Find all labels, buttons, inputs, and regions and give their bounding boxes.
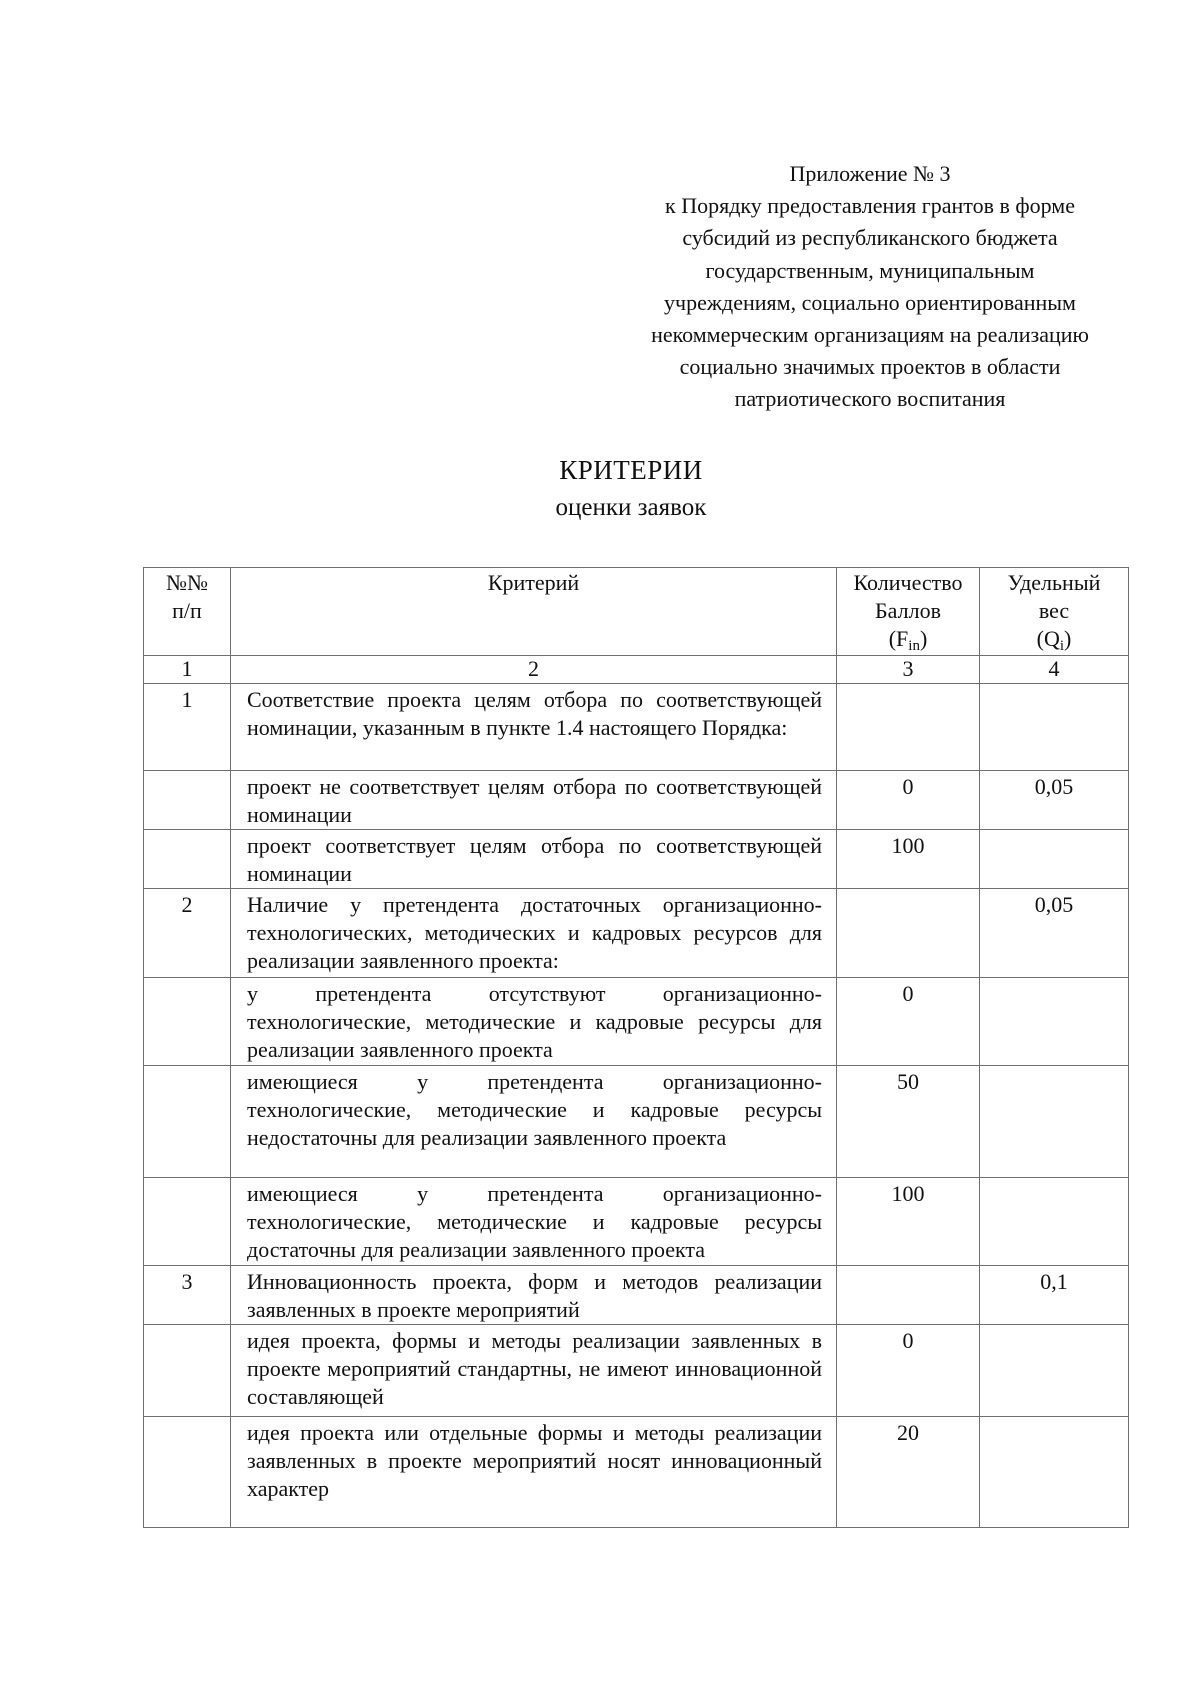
table-row xyxy=(144,1266,1129,1325)
row-points: 0 xyxy=(837,978,980,1066)
row-weight xyxy=(980,1325,1129,1417)
appendix-note xyxy=(620,158,1120,416)
row-number: 1 xyxy=(144,684,231,771)
row-weight: 0,1 xyxy=(980,1266,1129,1325)
column-index: 3 xyxy=(837,656,980,684)
table-row xyxy=(144,684,1129,771)
row-number xyxy=(144,1325,231,1417)
row-number: 2 xyxy=(144,889,231,978)
table-row xyxy=(144,978,1129,1066)
table-header-row xyxy=(144,568,1129,656)
row-number xyxy=(144,771,231,830)
row-weight: 0,05 xyxy=(980,889,1129,978)
table-row xyxy=(144,889,1129,978)
row-points: 20 xyxy=(837,1417,980,1528)
row-weight xyxy=(980,1178,1129,1266)
row-number xyxy=(144,1178,231,1266)
row-criterion: идея проекта или отдельные формы и методы реализации заявленных в проекте мероприятий носят инновационный характер xyxy=(231,1417,837,1528)
header-weight: Удельный вес $(Q_i)$ xyxy=(980,568,1129,656)
row-criterion: Инновационность проекта, форм и методов реализации заявленных в проекте мероприятий xyxy=(231,1266,837,1325)
table-row xyxy=(144,1178,1129,1266)
table-row xyxy=(144,1325,1129,1417)
row-number xyxy=(144,978,231,1066)
row-number: 3 xyxy=(144,1266,231,1325)
row-criterion: имеющиеся у претендента организационно-технологические, методические и кадровые ресурсы достаточны для реализации заявленного проекта xyxy=(231,1178,837,1266)
header-points: Количество Баллов $(F_{in})$ xyxy=(837,568,980,656)
appendix-line: субсидий из республиканского бюджета xyxy=(682,225,1058,251)
header-num: №№ п/п xyxy=(144,568,231,656)
row-points xyxy=(837,1266,980,1325)
table-row xyxy=(144,1417,1129,1528)
column-index: 4 xyxy=(980,656,1129,684)
row-points: 0 xyxy=(837,1325,980,1417)
appendix-line: социально значимых проектов в области xyxy=(679,354,1061,380)
row-criterion: проект соответствует целям отбора по соответствующей номинации xyxy=(231,830,837,889)
appendix-line: к Порядку предоставления грантов в форме xyxy=(665,193,1075,219)
header-criterion: Критерий xyxy=(231,568,837,656)
row-points: 50 xyxy=(837,1066,980,1178)
criteria-table xyxy=(143,567,1129,1528)
row-number xyxy=(144,1066,231,1178)
row-points xyxy=(837,889,980,978)
row-weight: 0,05 xyxy=(980,771,1129,830)
row-points: 0 xyxy=(837,771,980,830)
column-index: 1 xyxy=(144,656,231,684)
row-criterion: Наличие у претендента достаточных организационно-технологических, методических и кадровых ресурсов для реализации заявленного проекта: xyxy=(231,889,837,978)
row-criterion: Соответствие проекта целям отбора по соответствующей номинации, указанным в пункте 1.4 настоящего Порядка: xyxy=(231,684,837,771)
row-number xyxy=(144,830,231,889)
document-subtitle: оценки заявок xyxy=(555,494,707,521)
row-weight xyxy=(980,684,1129,771)
table-row xyxy=(144,1066,1129,1178)
column-index-row xyxy=(144,656,1129,684)
row-number xyxy=(144,1417,231,1528)
row-weight xyxy=(980,978,1129,1066)
document-title: КРИТЕРИИ xyxy=(559,455,703,485)
appendix-line: учреждениям, социально ориентированным xyxy=(664,289,1076,315)
appendix-line: Приложение № 3 xyxy=(789,161,951,186)
column-index: 2 xyxy=(231,656,837,684)
appendix-line: патриотического воспитания xyxy=(734,386,1006,412)
row-criterion: идея проекта, формы и методы реализации заявленных в проекте мероприятий стандартны, не имеют инновационной составляющей xyxy=(231,1325,837,1417)
appendix-line: некоммерческим организациям на реализацию xyxy=(651,322,1089,348)
row-points: 100 xyxy=(837,1178,980,1266)
row-criterion: у претендента отсутствуют организационно-технологические, методические и кадровые ресурсы для реализации заявленного проекта xyxy=(231,978,837,1066)
row-weight xyxy=(980,830,1129,889)
row-criterion: проект не соответствует целям отбора по соответствующей номинации xyxy=(231,771,837,830)
row-points xyxy=(837,684,980,771)
table-row xyxy=(144,830,1129,889)
table-row xyxy=(144,771,1129,830)
row-points: 100 xyxy=(837,830,980,889)
row-weight xyxy=(980,1066,1129,1178)
row-criterion: имеющиеся у претендента организационно-технологические, методические и кадровые ресурсы недостаточны для реализации заявленного проекта xyxy=(231,1066,837,1178)
row-weight xyxy=(980,1417,1129,1528)
appendix-line: государственным, муниципальным xyxy=(705,257,1035,283)
